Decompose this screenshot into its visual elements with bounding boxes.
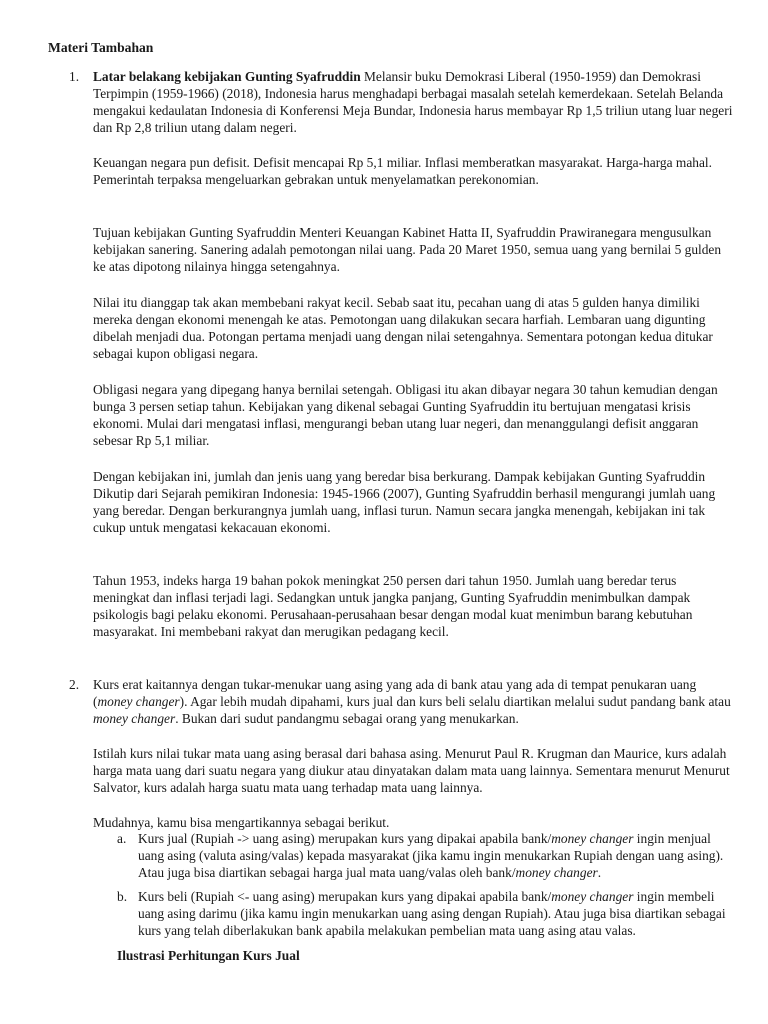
- italic-term: money changer: [93, 711, 176, 726]
- text-run: ingin menjual uang asing (valuta asing/valas) kepada masyarakat (jika kamu ingin menukarkan Rupiah dengan uang asing). Atau juga bisa diartikan sebagai harga jual mata uang/valas oleh bank/: [138, 831, 724, 880]
- text-run: Kurs jual (Rupiah -> uang asing) merupakan kurs yang dipakai apabila bank/: [138, 831, 552, 846]
- paragraph-text: Mudahnya, kamu bisa mengartikannya sebagai berikut.: [93, 815, 390, 830]
- item1-heading: Latar belakang kebijakan Gunting Syafruddin: [93, 69, 361, 84]
- list-number-2: 2.: [69, 677, 80, 692]
- paragraph-text: Nilai itu dianggap tak akan membebani rakyat kecil. Sebab saat itu, pecahan uang di atas 5 gulden hanya dimiliki mereka dengan ekonomi menengah ke atas. Pemotongan uang dilakukan secara harfiah. Lembaran uang digunting dibelah menjadi dua. Potongan pertama menjadi uang dengan nilai setengahnya. Sementara potongan kedua ditukar sebagai kupon obligasi negara.: [93, 295, 713, 361]
- text-run: ingin membeli uang asing darimu (jika kamu ingin menukarkan uang asing dengan Rupiah). Atau juga bisa diartikan sebagai kurs yang telah diberlakukan bank apabila melakukan pembelian mata uang asing atau valas.: [138, 889, 726, 938]
- sub-item-a: [138, 830, 738, 881]
- item1-paragraph-1: [93, 68, 733, 136]
- item2-paragraph-2: [93, 745, 733, 796]
- sub-item-letter-b: b.: [117, 889, 128, 904]
- item1-paragraph-2: [93, 154, 733, 188]
- text-run: Kurs erat kaitannya dengan tukar-menukar uang asing yang ada di bank atau yang ada di tempat penukaran uang (: [93, 677, 697, 709]
- paragraph-text: Tujuan kebijakan Gunting Syafruddin Menteri Keuangan Kabinet Hatta II, Syafruddin Prawiranegara mengusulkan kebijakan sanering. Sanering adalah pemotongan nilai uang. Pada 20 Maret 1950, semua uang yang bernilai 5 gulden ke atas dipotong nilainya hingga setengahnya.: [93, 225, 722, 274]
- italic-term: money changer: [551, 889, 634, 904]
- item1-paragraph-6: [93, 468, 733, 536]
- sub-item-b: [138, 888, 738, 939]
- italic-term: money changer: [551, 831, 634, 846]
- text-run: ). Agar lebih mudah dipahami, kurs jual dan kurs beli selalu diartikan melalui sudut pandang bank atau: [179, 694, 731, 709]
- paragraph-text: Obligasi negara yang dipegang hanya bernilai setengah. Obligasi itu akan dibayar negara 30 tahun kemudian dengan bunga 3 persen setiap tahun. Kebijakan yang dikenal sebagai Gunting Syafruddin itu bertujuan mengatasi krisis ekonomi. Mulai dari mengatasi inflasi, mengurangi beban utang luar negeri, dan menanggulangi defisit anggaran sebesar Rp 5,1 miliar.: [93, 382, 718, 448]
- paragraph-text: Dengan kebijakan ini, jumlah dan jenis uang yang beredar bisa berkurang. Dampak kebijakan Gunting Syafruddin Dikutip dari Sejarah pemikiran Indonesia: 1945-1966 (2007), Gunting Syafruddin berhasil mengurangi jumlah uang yang beredar. Dengan berkurangnya jumlah uang, inflasi turun. Namun secara jangka menengah, kebijakan ini tak cukup untuk mengatasi kekacauan ekonomi.: [93, 469, 716, 535]
- item1-paragraph-7: [93, 572, 733, 640]
- italic-term: money changer: [97, 694, 180, 709]
- section-subheading: Ilustrasi Perhitungan Kurs Jual: [117, 948, 300, 963]
- text-run: .: [597, 865, 602, 880]
- paragraph-text: Keuangan negara pun defisit. Defisit mencapai Rp 5,1 miliar. Inflasi memberatkan masyarakat. Harga-harga mahal. Pemerintah terpaksa mengeluarkan gebrakan untuk menyelamatkan perekonomian.: [93, 155, 712, 187]
- item2-paragraph-1: [93, 676, 733, 727]
- item1-paragraph-4: [93, 294, 733, 362]
- item1-paragraph-3: [93, 224, 733, 275]
- italic-term: money changer: [515, 865, 598, 880]
- item1-intro-text: Melansir buku Demokrasi Liberal (1950-1959) dan Demokrasi Terpimpin (1959-1966) (2018), Indonesia harus menghadapi berbagai masalah setelah kemerdekaan. Setelah Belanda mengakui kedaulatan Indonesia di Konferensi Meja Bundar, Indonesia harus membayar Rp 1,5 triliun utang luar negeri dan Rp 2,8 triliun utang dalam negeri.: [93, 69, 733, 135]
- sub-item-letter-a: a.: [117, 831, 127, 846]
- item2-paragraph-3: [93, 814, 733, 831]
- list-number-1: 1.: [69, 69, 80, 84]
- document-title: Materi Tambahan: [48, 40, 154, 55]
- paragraph-text: Istilah kurs nilai tukar mata uang asing berasal dari bahasa asing. Menurut Paul R. Krugman dan Maurice, kurs adalah harga mata uang dari suatu negara yang diukur atau dinyatakan dalam mata uang lainnya. Sementara menurut Menurut Salvator, kurs adalah harga suatu mata uang terhadap mata uang lainnya.: [93, 746, 730, 795]
- item1-paragraph-5: [93, 381, 733, 449]
- text-run: Kurs beli (Rupiah <- uang asing) merupakan kurs yang dipakai apabila bank/: [138, 889, 552, 904]
- paragraph-text: Tahun 1953, indeks harga 19 bahan pokok meningkat 250 persen dari tahun 1950. Jumlah uang beredar terus meningkat dan inflasi terjadi lagi. Sedangkan untuk jangka panjang, Gunting Syafruddin menimbulkan dampak psikologis bagi pelaku ekonomi. Perusahaan-perusahaan besar dengan modal kuat menimbun barang kebutuhan masyarakat. Ini membebani rakyat dan merugikan pedagang kecil.: [93, 573, 693, 639]
- text-run: . Bukan dari sudut pandangmu sebagai orang yang menukarkan.: [175, 711, 519, 726]
